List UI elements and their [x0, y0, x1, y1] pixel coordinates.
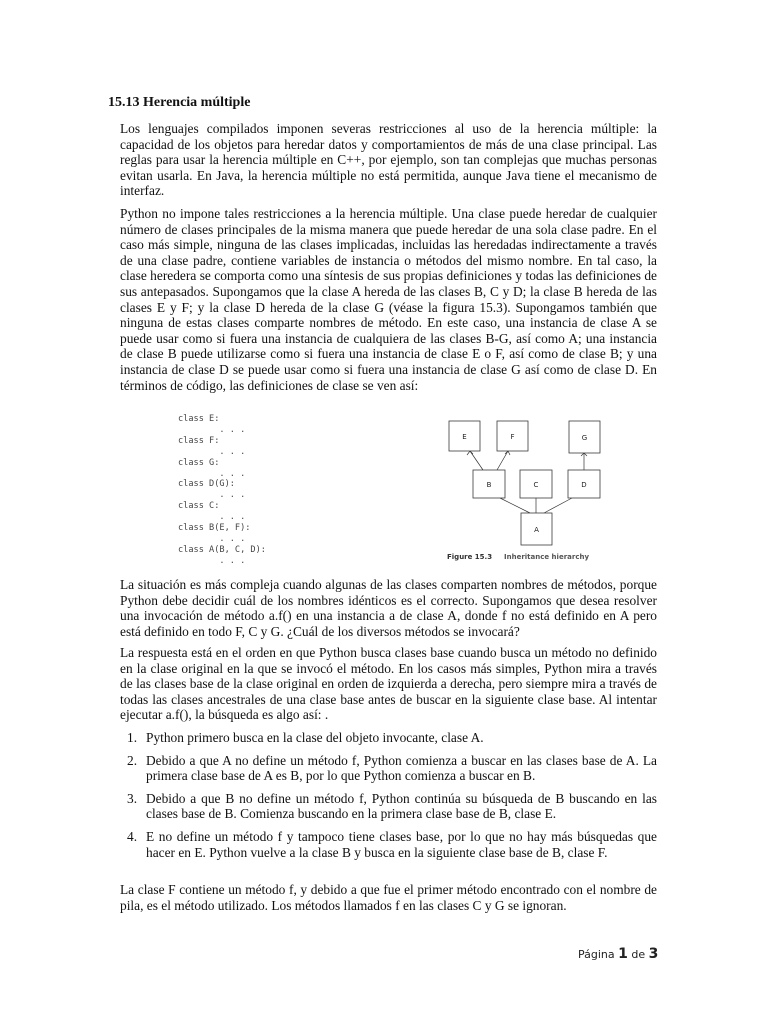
list-item-text: Debido a que B no define un método f, Python continúa su búsqueda de B buscando en las clases base de B. Comienza buscando en la primera clase base de B, clase E. [146, 790, 657, 822]
list-item-number: 4. [127, 828, 138, 844]
page-label: Página [578, 948, 615, 961]
edge-a-d [544, 498, 572, 513]
class-node-d-label: D [581, 481, 587, 489]
list-item [120, 829, 657, 860]
list-item-text: Debido a que A no define un método f, Python comienza a buscar en las clases base de A. La primera clase base de A es B, por lo que Python comienza a buscar en B. [146, 752, 657, 784]
page-number-footer [578, 946, 658, 962]
class-node-b [473, 470, 505, 498]
list-item-number: 2. [127, 752, 138, 768]
paragraph-1: Los lenguajes compilados imponen severas restricciones al uso de la herencia múltiple: la capacidad de los objetos para heredar datos y comportamientos de más de una clase principal. Las reglas para usar la herencia múltiple en C++, por ejemplo, son tan complejas que muchas personas evitan usarla. En Java, la herencia múltiple no está permitida, aunque Java tiene el mecanismo de interfaz. [120, 121, 657, 199]
paragraph-3: La situación es más compleja cuando algunas de las clases comparten nombres de métodos, porque Python debe decidir cuál de los nombres idénticos es el correcto. Supongamos que desea resolver una invocación de método a.f() en una instancia a de clase A, donde f no está definido en A pero está definido en todo F, C y G. ¿Cuál de los diversos métodos se invocará? [120, 577, 657, 639]
total-pages-number: 3 [648, 946, 659, 962]
list-item-number: 3. [127, 790, 138, 806]
list-item-number: 1. [127, 730, 138, 745]
figure-caption-text: Inheritance hierarchy [504, 553, 590, 561]
paragraph-4: La respuesta está en el orden en que Python busca clases base cuando busca un método no definido en la clase original en la que se invocó el método. En los casos más simples, Python mira a través de las clases base de la clase original en orden de izquierda a derecha, pero siempre mira a través de todas las clases ancestrales de una clase base antes de buscar en la siguiente clase base. Al intentar ejecutar a.f(), la búsqueda es algo así: . [120, 645, 657, 723]
inheritance-diagram-svg [440, 418, 640, 568]
list-item [120, 730, 657, 746]
paragraph-5: La clase F contiene un método f, y debido a que fue el primer método encontrado con el nombre de pila, es el método utilizado. Los métodos llamados f en las clases C y G se ignoran. [120, 882, 657, 913]
class-node-e [449, 421, 480, 451]
class-node-b-label: B [486, 481, 492, 489]
list-item-text: E no define un método f y tampoco tiene clases base, por lo que no hay más búsquedas que hacer en E. Python vuelve a la clase B y busca en la siguiente clase base de B, clase F. [146, 828, 657, 860]
edge-b-e [470, 451, 483, 470]
edge-a-b [500, 498, 530, 513]
class-node-f-label: F [510, 433, 515, 441]
code-snippet: class E: . . . class F: . . . class G: . . . class D(G): . . . class C: . . . class B(E, F): . . . class A(B, C, D): . . . [178, 414, 266, 566]
class-node-a-label: A [534, 526, 539, 534]
class-node-a [521, 513, 552, 545]
search-steps-list [120, 730, 657, 867]
of-label: de [631, 948, 646, 961]
class-node-g [569, 421, 600, 453]
class-node-g-label: G [581, 434, 588, 442]
class-node-e-label: E [462, 433, 467, 441]
class-node-d [568, 470, 600, 498]
paragraph-2: Python no impone tales restricciones a la herencia múltiple. Una clase puede heredar de cualquier número de clases principales de la misma manera que puede heredar de una sola clase padre. En el caso más simple, ninguna de las clases implicadas, incluidas las heredadas indirectamente a través de una clase padre, contiene variables de instancia o métodos del mismo nombre. En tal caso, la clase heredera se comporta como una síntesis de sus propias definiciones y todas las definiciones de sus antepasados. Supongamos que la clase A hereda de las clases B, C y D; la clase B hereda de las clases E y F; y la clase D hereda de la clase G (véase la figura 15.3). Supongamos también que ninguna de estas clases comparte nombres de método. En este caso, una instancia de clase A se puede usar como si fuera una instancia de cualquiera de las clases B-G, así como A; una instancia de clase B puede utilizarse como si fuera una instancia de clase E o F, así como de clase B; y una instancia de clase D se puede usar como si fuera una instancia de clase G así como de clase D. En términos de código, las definiciones de clase se ven así: [120, 206, 657, 393]
list-item-text: Python primero busca en la clase del objeto invocante, clase A. [146, 730, 484, 745]
class-node-c-label: C [533, 481, 539, 489]
list-item [120, 753, 657, 784]
class-node-f [497, 421, 528, 451]
current-page-number: 1 [618, 946, 628, 962]
edge-b-f [497, 451, 508, 470]
list-item [120, 791, 657, 822]
class-node-c [520, 470, 552, 498]
section-heading: 15.13 Herencia múltiple [108, 95, 251, 110]
figure-caption-number: Figure 15.3 [447, 553, 493, 561]
inheritance-diagram [440, 418, 640, 568]
